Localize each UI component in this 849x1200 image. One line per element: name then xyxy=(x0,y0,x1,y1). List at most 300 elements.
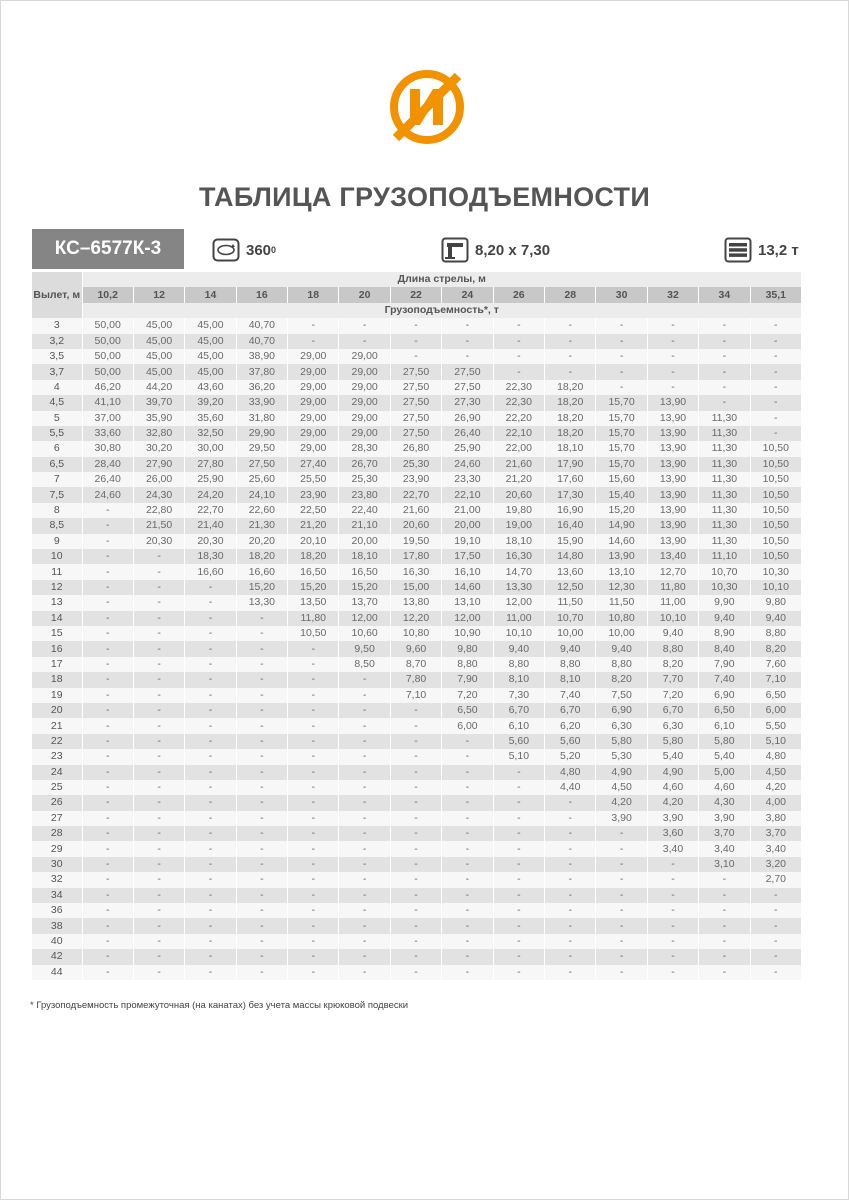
capacity-cell: - xyxy=(288,703,339,718)
capacity-cell: - xyxy=(185,888,236,903)
capacity-cell: - xyxy=(288,841,339,856)
capacity-cell: 11,30 xyxy=(699,426,750,441)
capacity-cell: 11,80 xyxy=(288,611,339,626)
capacity-cell: 41,10 xyxy=(82,395,133,410)
capacity-cell: - xyxy=(236,811,287,826)
capacity-cell: 10,50 xyxy=(288,626,339,641)
capacity-cell: - xyxy=(133,749,184,764)
table-row xyxy=(32,734,802,749)
capacity-cell: - xyxy=(82,657,133,672)
capacity-cell: 7,80 xyxy=(390,672,441,687)
capacity-cell: - xyxy=(442,949,493,964)
capacity-cell: - xyxy=(236,718,287,733)
capacity-cell: 27,80 xyxy=(185,457,236,472)
capacity-cell: 9,90 xyxy=(699,595,750,610)
capacity-cell: - xyxy=(236,949,287,964)
capacity-cell: - xyxy=(82,826,133,841)
table-row xyxy=(32,564,802,579)
capacity-cell: 15,60 xyxy=(596,472,647,487)
boom-length-cell: 35,1 xyxy=(750,287,801,302)
capacity-cell: 25,50 xyxy=(288,472,339,487)
capacity-cell: - xyxy=(82,688,133,703)
capacity-cell: 8,50 xyxy=(339,657,390,672)
table-row xyxy=(32,426,802,441)
capacity-cell: - xyxy=(493,857,544,872)
capacity-cell: - xyxy=(493,318,544,333)
capacity-cell: 12,30 xyxy=(596,580,647,595)
capacity-cell: - xyxy=(236,688,287,703)
capacity-cell: 6,00 xyxy=(750,703,801,718)
capacity-cell: - xyxy=(185,857,236,872)
boom-length-cell: 20 xyxy=(339,287,390,302)
capacity-cell: 12,00 xyxy=(442,611,493,626)
table-row xyxy=(32,334,802,349)
capacity-cell: - xyxy=(185,703,236,718)
outreach-cell: 8,5 xyxy=(32,518,82,533)
capacity-cell: 40,70 xyxy=(236,334,287,349)
capacity-cell: - xyxy=(82,595,133,610)
table-row xyxy=(32,872,802,887)
capacity-cell: 13,90 xyxy=(647,411,698,426)
boom-length-cell: 16 xyxy=(236,287,287,302)
capacity-cell: 29,90 xyxy=(236,426,287,441)
capacity-cell: 3,70 xyxy=(750,826,801,841)
rotation-icon xyxy=(212,238,240,262)
outreach-cell: 30 xyxy=(32,857,82,872)
capacity-cell: 37,00 xyxy=(82,411,133,426)
capacity-cell: 5,00 xyxy=(699,765,750,780)
capacity-cell: - xyxy=(236,888,287,903)
capacity-cell: 11,00 xyxy=(493,611,544,626)
capacity-cell: 6,30 xyxy=(596,718,647,733)
capacity-cell: - xyxy=(390,949,441,964)
capacity-cell: - xyxy=(236,626,287,641)
capacity-cell: - xyxy=(390,795,441,810)
capacity-cell: - xyxy=(647,349,698,364)
capacity-cell: 21,30 xyxy=(236,518,287,533)
capacity-cell: 3,40 xyxy=(647,841,698,856)
capacity-cell: - xyxy=(493,795,544,810)
outrigger-spec xyxy=(441,236,550,264)
capacity-cell: - xyxy=(596,888,647,903)
capacity-cell: 3,90 xyxy=(647,811,698,826)
capacity-cell: 20,00 xyxy=(442,518,493,533)
table-row xyxy=(32,918,802,933)
capacity-cell: 10,60 xyxy=(339,626,390,641)
capacity-cell: 6,70 xyxy=(545,703,596,718)
table-row xyxy=(32,765,802,780)
capacity-cell: 33,90 xyxy=(236,395,287,410)
capacity-cell: - xyxy=(133,611,184,626)
capacity-cell: 33,60 xyxy=(82,426,133,441)
table-row xyxy=(32,888,802,903)
table-row xyxy=(32,457,802,472)
capacity-cell: - xyxy=(339,857,390,872)
capacity-cell: - xyxy=(442,857,493,872)
capacity-cell: - xyxy=(390,857,441,872)
capacity-cell: 26,70 xyxy=(339,457,390,472)
capacity-cell: - xyxy=(236,765,287,780)
capacity-cell: - xyxy=(133,718,184,733)
boom-lengths-row xyxy=(32,287,802,302)
capacity-cell: - xyxy=(390,918,441,933)
capacity-cell: - xyxy=(390,826,441,841)
capacity-cell: 4,50 xyxy=(596,780,647,795)
table-row xyxy=(32,688,802,703)
capacity-cell: 8,70 xyxy=(390,657,441,672)
capacity-cell: - xyxy=(442,334,493,349)
table-row xyxy=(32,487,802,502)
capacity-cell: - xyxy=(82,934,133,949)
capacity-cell: 39,20 xyxy=(185,395,236,410)
capacity-cell: 10,80 xyxy=(390,626,441,641)
outreach-cell: 16 xyxy=(32,641,82,656)
capacity-cell: - xyxy=(647,380,698,395)
capacity-cell: - xyxy=(133,965,184,980)
capacity-cell: 27,50 xyxy=(236,457,287,472)
boom-length-cell: 34 xyxy=(699,287,750,302)
capacity-cell: - xyxy=(288,903,339,918)
capacity-cell: 10,30 xyxy=(750,564,801,579)
table-row xyxy=(32,580,802,595)
capacity-cell: 29,00 xyxy=(339,395,390,410)
capacity-cell: - xyxy=(545,364,596,379)
capacity-cell: 45,00 xyxy=(185,318,236,333)
table-row xyxy=(32,472,802,487)
capacity-cell: 27,50 xyxy=(390,380,441,395)
capacity-cell: 11,30 xyxy=(699,441,750,456)
outreach-cell: 5,5 xyxy=(32,426,82,441)
capacity-cell: - xyxy=(133,826,184,841)
capacity-cell: - xyxy=(596,949,647,964)
capacity-cell: - xyxy=(545,334,596,349)
capacity-cell: - xyxy=(82,734,133,749)
capacity-cell: 16,40 xyxy=(545,518,596,533)
capacity-cell: 45,00 xyxy=(133,318,184,333)
capacity-cell: 36,20 xyxy=(236,380,287,395)
capacity-cell: - xyxy=(596,380,647,395)
capacity-cell: 10,70 xyxy=(545,611,596,626)
table-row xyxy=(32,749,802,764)
table-row xyxy=(32,549,802,564)
capacity-cell: - xyxy=(750,380,801,395)
capacity-cell: 18,20 xyxy=(288,549,339,564)
capacity-cell: - xyxy=(493,811,544,826)
capacity-cell: - xyxy=(493,349,544,364)
capacity-cell: - xyxy=(133,549,184,564)
capacity-cell: - xyxy=(288,811,339,826)
outreach-cell: 25 xyxy=(32,780,82,795)
outreach-cell: 8 xyxy=(32,503,82,518)
capacity-cell: 6,30 xyxy=(647,718,698,733)
capacity-cell: - xyxy=(236,703,287,718)
outreach-cell: 36 xyxy=(32,903,82,918)
capacity-cell: 15,20 xyxy=(236,580,287,595)
capacity-cell: 3,90 xyxy=(596,811,647,826)
capacity-cell: 20,60 xyxy=(390,518,441,533)
capacity-cell: - xyxy=(750,949,801,964)
capacity-cell: 32,80 xyxy=(133,426,184,441)
capacity-cell: 14,60 xyxy=(442,580,493,595)
capacity-cell: 20,30 xyxy=(185,534,236,549)
capacity-cell: - xyxy=(339,718,390,733)
capacity-cell: 26,40 xyxy=(442,426,493,441)
capacity-cell: 26,90 xyxy=(442,411,493,426)
capacity-cell: - xyxy=(236,826,287,841)
capacity-cell: 8,10 xyxy=(493,672,544,687)
capacity-cell: 29,00 xyxy=(339,426,390,441)
capacity-cell: - xyxy=(647,888,698,903)
capacity-cell: 45,00 xyxy=(133,349,184,364)
capacity-cell: 6,50 xyxy=(750,688,801,703)
capacity-cell: 9,40 xyxy=(596,641,647,656)
capacity-cell: 13,50 xyxy=(288,595,339,610)
table-row xyxy=(32,857,802,872)
capacity-cell: - xyxy=(339,949,390,964)
rotation-value: 360 xyxy=(246,241,272,259)
capacity-cell: 10,50 xyxy=(750,472,801,487)
table-row xyxy=(32,703,802,718)
capacity-cell: 15,70 xyxy=(596,426,647,441)
capacity-cell: - xyxy=(288,718,339,733)
capacity-cell: 10,50 xyxy=(750,503,801,518)
capacity-cell: - xyxy=(339,965,390,980)
capacity-cell: - xyxy=(339,334,390,349)
table-row xyxy=(32,611,802,626)
capacity-cell: - xyxy=(339,903,390,918)
capacity-cell: - xyxy=(185,718,236,733)
capacity-cell: 5,10 xyxy=(750,734,801,749)
capacity-cell: 9,50 xyxy=(339,641,390,656)
capacity-cell: 4,90 xyxy=(596,765,647,780)
capacity-cell: - xyxy=(390,734,441,749)
capacity-cell: - xyxy=(647,872,698,887)
capacity-cell: - xyxy=(442,734,493,749)
outreach-cell: 20 xyxy=(32,703,82,718)
capacity-cell: 15,70 xyxy=(596,441,647,456)
capacity-cell: 11,30 xyxy=(699,487,750,502)
capacity-cell: 19,80 xyxy=(493,503,544,518)
capacity-cell: 8,80 xyxy=(442,657,493,672)
outreach-cell: 42 xyxy=(32,949,82,964)
boom-length-cell: 26 xyxy=(493,287,544,302)
capacity-cell: - xyxy=(390,780,441,795)
capacity-cell: - xyxy=(339,841,390,856)
capacity-cell: - xyxy=(390,965,441,980)
capacity-cell: 12,20 xyxy=(390,611,441,626)
capacity-cell: 27,50 xyxy=(390,395,441,410)
capacity-cell: - xyxy=(442,903,493,918)
capacity-cell: 39,70 xyxy=(133,395,184,410)
capacity-cell: 18,30 xyxy=(185,549,236,564)
outreach-cell: 19 xyxy=(32,688,82,703)
capacity-cell: - xyxy=(82,534,133,549)
capacity-cell: 13,90 xyxy=(647,534,698,549)
capacity-cell: 21,40 xyxy=(185,518,236,533)
capacity-cell: - xyxy=(390,811,441,826)
capacity-cell: 20,10 xyxy=(288,534,339,549)
capacity-cell: 14,80 xyxy=(545,549,596,564)
capacity-cell: 11,30 xyxy=(699,411,750,426)
capacity-cell: - xyxy=(545,811,596,826)
outreach-cell: 27 xyxy=(32,811,82,826)
outreach-header: Вылет, м xyxy=(32,272,82,318)
table-row xyxy=(32,903,802,918)
capacity-cell: 7,40 xyxy=(545,688,596,703)
boom-length-cell: 24 xyxy=(442,287,493,302)
capacity-cell: - xyxy=(82,857,133,872)
capacity-cell: 6,50 xyxy=(699,703,750,718)
capacity-cell: 4,20 xyxy=(596,795,647,810)
capacity-cell: - xyxy=(185,934,236,949)
capacity-cell: 11,30 xyxy=(699,472,750,487)
capacity-cell: - xyxy=(288,334,339,349)
capacity-cell: 14,90 xyxy=(596,518,647,533)
capacity-cell: 10,10 xyxy=(750,580,801,595)
capacity-cell: - xyxy=(82,765,133,780)
capacity-cell: 12,50 xyxy=(545,580,596,595)
capacity-cell: 5,80 xyxy=(699,734,750,749)
capacity-cell: 21,50 xyxy=(133,518,184,533)
capacity-cell: 10,00 xyxy=(596,626,647,641)
capacity-cell: 6,70 xyxy=(647,703,698,718)
capacity-cell: - xyxy=(493,841,544,856)
capacity-cell: 17,60 xyxy=(545,472,596,487)
outreach-cell: 5 xyxy=(32,411,82,426)
capacity-cell: 24,10 xyxy=(236,487,287,502)
capacity-cell: - xyxy=(596,903,647,918)
capacity-cell: 29,00 xyxy=(288,426,339,441)
capacity-cell: - xyxy=(493,334,544,349)
capacity-cell: 13,30 xyxy=(236,595,287,610)
capacity-cell: 9,40 xyxy=(699,611,750,626)
capacity-cell: - xyxy=(647,364,698,379)
capacity-cell: - xyxy=(699,364,750,379)
capacity-cell: - xyxy=(596,841,647,856)
outreach-cell: 13 xyxy=(32,595,82,610)
outreach-cell: 15 xyxy=(32,626,82,641)
capacity-cell: - xyxy=(699,949,750,964)
capacity-cell: - xyxy=(133,872,184,887)
capacity-cell: - xyxy=(288,657,339,672)
capacity-cell: - xyxy=(185,688,236,703)
capacity-cell: - xyxy=(288,918,339,933)
capacity-cell: - xyxy=(493,949,544,964)
capacity-cell: 8,80 xyxy=(493,657,544,672)
capacity-cell: 7,90 xyxy=(699,657,750,672)
capacity-cell: - xyxy=(236,934,287,949)
capacity-cell: - xyxy=(133,595,184,610)
capacity-cell: 8,80 xyxy=(545,657,596,672)
capacity-cell: 29,50 xyxy=(236,441,287,456)
capacity-cell: 7,10 xyxy=(390,688,441,703)
capacity-cell: 22,30 xyxy=(493,395,544,410)
capacity-cell: - xyxy=(442,934,493,949)
capacity-cell: 6,90 xyxy=(596,703,647,718)
capacity-cell: 13,90 xyxy=(647,518,698,533)
capacity-cell: 5,40 xyxy=(647,749,698,764)
capacity-cell: 16,10 xyxy=(442,564,493,579)
capacity-cell: 14,70 xyxy=(493,564,544,579)
capacity-cell: 9,60 xyxy=(390,641,441,656)
capacity-cell: 23,90 xyxy=(288,487,339,502)
capacity-cell: 29,00 xyxy=(339,364,390,379)
boom-length-cell: 18 xyxy=(288,287,339,302)
capacity-cell: 8,40 xyxy=(699,641,750,656)
capacity-cell: - xyxy=(288,826,339,841)
capacity-cell: - xyxy=(390,888,441,903)
table-row xyxy=(32,795,802,810)
capacity-cell: - xyxy=(133,688,184,703)
capacity-cell: 13,60 xyxy=(545,564,596,579)
capacity-cell: - xyxy=(82,965,133,980)
capacity-cell: - xyxy=(288,688,339,703)
capacity-cell: - xyxy=(699,872,750,887)
capacity-cell: 4,40 xyxy=(545,780,596,795)
outreach-cell: 18 xyxy=(32,672,82,687)
capacity-cell: - xyxy=(596,872,647,887)
capacity-cell: - xyxy=(82,811,133,826)
capacity-cell: 22,70 xyxy=(390,487,441,502)
capacity-cell: 10,70 xyxy=(699,564,750,579)
capacity-cell: 32,50 xyxy=(185,426,236,441)
capacity-cell: 11,50 xyxy=(545,595,596,610)
load-chart-table xyxy=(32,272,802,980)
outreach-cell: 24 xyxy=(32,765,82,780)
capacity-cell: - xyxy=(442,826,493,841)
capacity-cell: - xyxy=(596,349,647,364)
capacity-cell: - xyxy=(133,765,184,780)
capacity-cell: 23,90 xyxy=(390,472,441,487)
capacity-cell: - xyxy=(750,395,801,410)
capacity-cell: - xyxy=(82,780,133,795)
capacity-cell: 6,00 xyxy=(442,718,493,733)
capacity-cell: - xyxy=(339,688,390,703)
capacity-cell: 19,10 xyxy=(442,534,493,549)
capacity-cell: 16,50 xyxy=(288,564,339,579)
capacity-cell: 4,60 xyxy=(699,780,750,795)
table-row xyxy=(32,411,802,426)
capacity-cell: - xyxy=(236,918,287,933)
outreach-cell: 3,5 xyxy=(32,349,82,364)
rotation-spec xyxy=(212,236,276,264)
capacity-cell: - xyxy=(493,903,544,918)
capacity-cell: 17,80 xyxy=(390,549,441,564)
capacity-cell: 27,50 xyxy=(390,364,441,379)
capacity-cell: - xyxy=(133,672,184,687)
capacity-cell: - xyxy=(185,795,236,810)
outreach-cell: 3 xyxy=(32,318,82,333)
capacity-cell: 27,50 xyxy=(442,364,493,379)
capacity-cell: 5,50 xyxy=(750,718,801,733)
capacity-cell: - xyxy=(493,364,544,379)
outreach-cell: 7,5 xyxy=(32,487,82,502)
capacity-cell: - xyxy=(339,734,390,749)
capacity-cell: 10,90 xyxy=(442,626,493,641)
capacity-cell: - xyxy=(288,765,339,780)
table-row xyxy=(32,626,802,641)
capacity-cell: - xyxy=(236,641,287,656)
table-row xyxy=(32,949,802,964)
capacity-cell: - xyxy=(596,364,647,379)
capacity-cell: 25,60 xyxy=(236,472,287,487)
capacity-cell: 44,20 xyxy=(133,380,184,395)
capacity-cell: 29,00 xyxy=(339,380,390,395)
capacity-cell: 14,60 xyxy=(596,534,647,549)
table-row xyxy=(32,518,802,533)
capacity-cell: - xyxy=(545,934,596,949)
capacity-cell: - xyxy=(596,918,647,933)
